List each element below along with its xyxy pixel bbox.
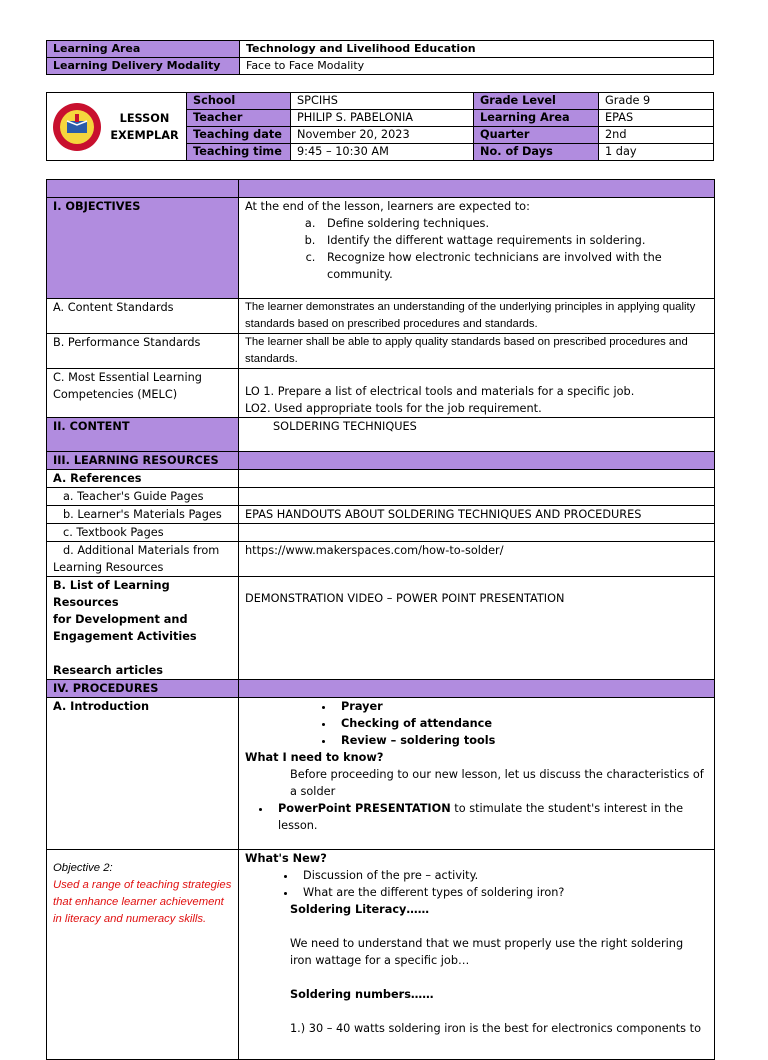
whats-new-bullet: • Discussion of the pre – activity.	[297, 867, 708, 884]
lesson-exemplar-table	[46, 92, 714, 161]
intro-bullets	[245, 698, 708, 749]
understand-text: We need to understand that we must properly use the right soldering iron wattage for a specific job…	[290, 937, 684, 967]
learning-area-value: Technology and Livelihood Education	[240, 41, 714, 58]
introduction-cell	[239, 698, 715, 850]
procedures-label: IV. PROCEDURES	[47, 680, 239, 698]
melc-label	[47, 369, 239, 418]
school-label: School	[187, 93, 291, 110]
list-line1: B. List of Learning Resources	[53, 579, 170, 609]
list-of-resources-label	[47, 577, 239, 680]
content-standards-label: A. Content Standards	[47, 299, 239, 334]
learning-resources-label: III. LEARNING RESOURCES	[47, 452, 239, 470]
header-bar-right	[239, 180, 715, 198]
days-value: 1 day	[599, 144, 714, 161]
learning-area-label: Learning Area	[47, 41, 240, 58]
objectives-list	[245, 215, 708, 283]
grade-level-label: Grade Level	[474, 93, 599, 110]
content-label: II. CONTENT	[47, 418, 239, 452]
performance-standards-label: B. Performance Standards	[47, 334, 239, 369]
deped-seal-icon	[51, 101, 103, 153]
whats-new-bullet: • What are the different types of soldering iron?	[297, 884, 708, 901]
additional-line1: d. Additional Materials from	[63, 544, 220, 557]
lesson-plan-table	[46, 179, 715, 1060]
objectives-label: I. OBJECTIVES	[47, 198, 239, 299]
learners-materials-value: EPAS HANDOUTS ABOUT SOLDERING TECHNIQUES AND PROCEDURES	[239, 506, 715, 524]
objectives-cell	[239, 198, 715, 299]
objective2-note	[47, 850, 239, 1060]
additional-line2: Learning Resources	[53, 561, 164, 574]
delivery-modality-label: Learning Delivery Modality	[47, 58, 240, 75]
learners-materials-label: b. Learner's Materials Pages	[47, 506, 239, 524]
melc-line1: LO 1. Prepare a list of electrical tools and materials for a specific job.	[245, 385, 635, 398]
ppt-item	[272, 800, 708, 834]
soldering-literacy: Soldering Literacy……	[290, 903, 430, 916]
performance-standards-text: The learner shall be able to apply quality standards based on prescribed procedures and standards.	[239, 334, 715, 369]
whats-new-cell	[239, 850, 715, 1060]
learning-area-value-2: EPAS	[599, 110, 714, 127]
list-of-resources-value: DEMONSTRATION VIDEO – POWER POINT PRESENTATION	[239, 577, 715, 680]
content-standards-text: The learner demonstrates an understanding of the underlying principles in applying quality standards based on prescribed procedures and standards.	[239, 299, 715, 334]
exemplar-header-cell	[47, 93, 187, 161]
exemplar-title: EXEMPLAR	[110, 128, 179, 142]
teaching-date-label: Teaching date	[187, 127, 291, 144]
learning-resources-bar	[239, 452, 715, 470]
references-value	[239, 470, 715, 488]
teaching-time-value: 9:45 – 10:30 AM	[291, 144, 474, 161]
references-label: A. References	[47, 470, 239, 488]
objective-item: a. Define soldering techniques.	[319, 215, 708, 232]
need-heading: What I need to know?	[245, 751, 384, 764]
additional-materials-link[interactable]: https://www.makerspaces.com/how-to-solder/	[239, 542, 715, 577]
teachers-guide-value	[239, 488, 715, 506]
teachers-guide-label: a. Teacher's Guide Pages	[47, 488, 239, 506]
teacher-label: Teacher	[187, 110, 291, 127]
need-text: Before proceeding to our new lesson, let us discuss the characteristics of a solder	[290, 768, 704, 798]
melc-line2: LO2. Used appropriate tools for the job requirement.	[245, 402, 542, 415]
objective2-text: Used a range of teaching strategies that enhance learner achievement in literacy and numeracy skills.	[53, 879, 232, 925]
learning-area-label-2: Learning Area	[474, 110, 599, 127]
intro-bullet: • Checking of attendance	[335, 715, 708, 732]
whats-new-bullets	[245, 867, 708, 901]
header-info-table	[46, 40, 714, 75]
additional-materials-label	[47, 542, 239, 577]
delivery-modality-value: Face to Face Modality	[240, 58, 714, 75]
school-value: SPCIHS	[291, 93, 474, 110]
lesson-title: LESSON	[119, 111, 170, 125]
quarter-value: 2nd	[599, 127, 714, 144]
teaching-time-label: Teaching time	[187, 144, 291, 161]
quarter-label: Quarter	[474, 127, 599, 144]
soldering-numbers: Soldering numbers……	[290, 988, 434, 1001]
teacher-value: PHILIP S. PABELONIA	[291, 110, 474, 127]
grade-level-value: Grade 9	[599, 93, 714, 110]
intro-bullet: • Review – soldering tools	[335, 732, 708, 749]
objectives-intro: At the end of the lesson, learners are expected to:	[245, 200, 530, 213]
procedures-bar	[239, 680, 715, 698]
introduction-label: A. Introduction	[47, 698, 239, 850]
objective-item: c. Recognize how electronic technicians are involved with the community.	[319, 249, 708, 283]
objective-item: b. Identify the different wattage requirements in soldering.	[319, 232, 708, 249]
research-articles-label: Research articles	[53, 664, 164, 677]
ppt-list	[245, 800, 708, 834]
list-line2: for Development and	[53, 613, 188, 626]
list-line3: Engagement Activities	[53, 630, 197, 643]
textbook-label: c. Textbook Pages	[47, 524, 239, 542]
melc-label-line1: C. Most Essential Learning	[53, 371, 202, 384]
ppt-bold: PowerPoint PRESENTATION	[278, 802, 451, 815]
days-label: No. of Days	[474, 144, 599, 161]
intro-bullet: • Prayer	[335, 698, 708, 715]
header-bar-left	[47, 180, 239, 198]
objective2-title: Objective 2:	[53, 862, 113, 874]
numbers-item: 1.) 30 – 40 watts soldering iron is the best for electronics components to	[290, 1022, 702, 1035]
melc-label-line2: Competencies (MELC)	[53, 388, 178, 401]
whats-new-heading: What's New?	[245, 852, 327, 865]
ppt-rest: to stimulate the student's interest in the lesson.	[278, 802, 684, 832]
textbook-value	[239, 524, 715, 542]
content-value: SOLDERING TECHNIQUES	[239, 418, 715, 452]
melc-cell	[239, 369, 715, 418]
teaching-date-value: November 20, 2023	[291, 127, 474, 144]
